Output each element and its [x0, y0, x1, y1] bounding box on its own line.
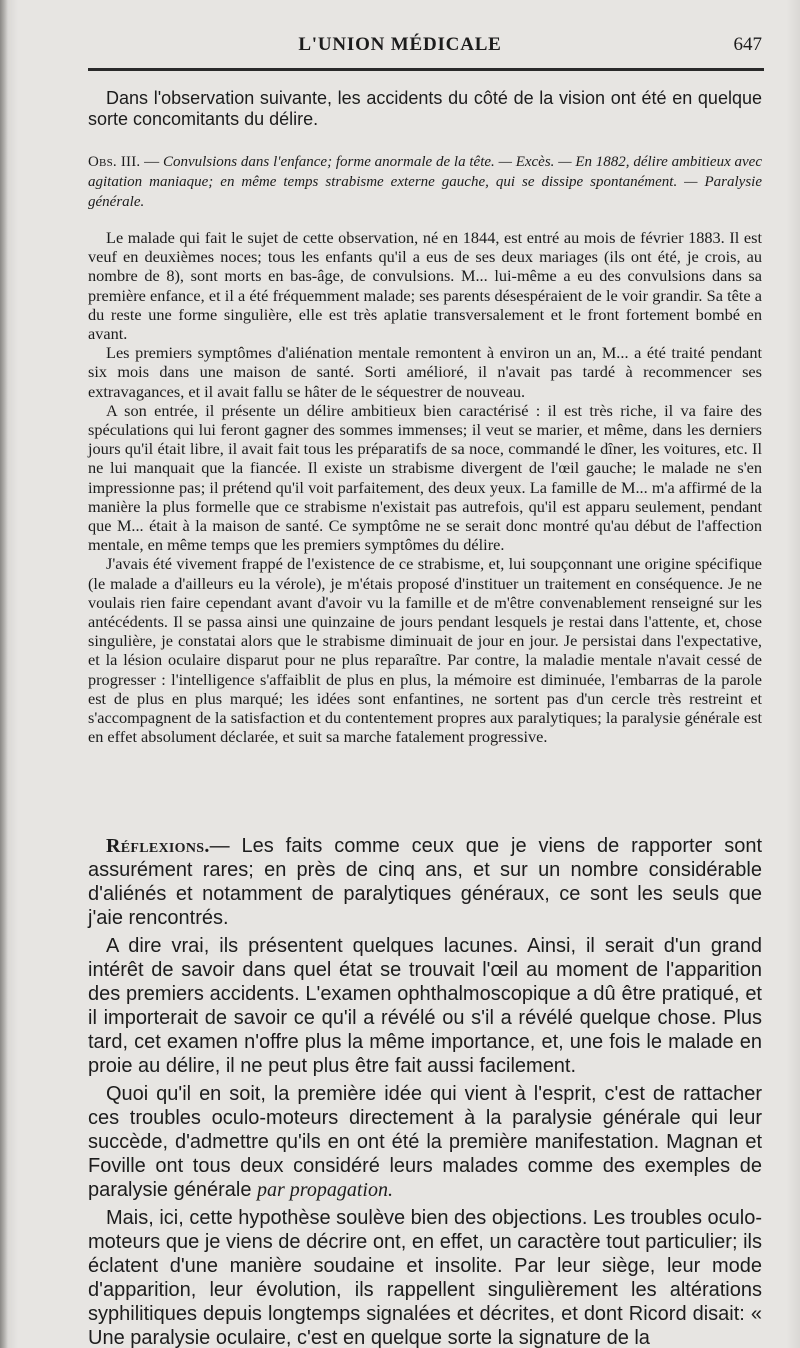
header-rule	[88, 68, 764, 71]
case-paragraph: Le malade qui fait le sujet de cette observation, né en 1844, est entré au mois de février 1883. Il est veuf en deuxièmes noces; tous les enfants qu'il a eus de ses deux mariages (ils ont été, je crois, au nombre de 8), sont morts en bas-âge, de convulsions. M... lui-même a eu des convulsions dans sa première enfance, et il a été fréquemment malade; ses parents désespéraient de le voir grandir. Sa tête a du reste une forme singulière, elle est très aplatie transversalement et le front fortement bombé en avant.	[88, 228, 762, 344]
page-number: 647	[733, 34, 762, 55]
observation-summary: Convulsions dans l'enfance; forme anormale de la tête. — Excès. — En 1882, délire ambitieux avec agitation maniaque; en même temps strabisme externe gauche, qui se dissipe spontanément. — Paralysie générale.	[88, 154, 762, 210]
observation-number: Obs. III.	[88, 154, 141, 170]
reflections-label: Réflexions.	[106, 835, 210, 857]
reflections-paragraph	[88, 834, 762, 930]
reflections-paragraph	[88, 1082, 762, 1202]
reflections-italic-phrase: par propagation.	[257, 1179, 393, 1201]
case-paragraph: Les premiers symptômes d'aliénation mentale remontent à environ un an, M... a été traité pendant six mois dans une maison de santé. Sorti amélioré, il n'avait pas tardé à recommencer ses extravagances, et il avait fallu se hâter de le séquestrer de nouveau.	[88, 343, 762, 401]
observation-heading	[88, 152, 762, 212]
case-report	[88, 228, 762, 746]
observation-dash: —	[144, 154, 160, 170]
reflections-dash: —	[209, 835, 230, 857]
intro-paragraph: Dans l'observation suivante, les accidents du côté de la vision ont été en quelque sorte concomitants du délire.	[88, 88, 762, 129]
binding-shadow	[0, 0, 8, 1348]
case-paragraph: J'avais été vivement frappé de l'existence de ce strabisme, et, lui soupçonnant une origine spécifique (le malade a d'ailleurs eu la vérole), je m'étais proposé d'instituer un traitement en conséquence. Je ne voulais rien faire cependant avant d'avoir vu la famille et de m'être convenablement renseigné sur les antécédents. Il se passa ainsi une quinzaine de jours pendant lesquels je restai dans l'attente, et, chose singulière, je constatai alors que le strabisme diminuait de jour en jour. Je persistai dans l'expectative, et la lésion oculaire disparut pour ne plus reparaître. Par contre, la maladie mentale n'avait cessé de progresser : l'intelligence s'affaiblit de plus en plus, la mémoire est diminuée, l'embarras de la parole est de plus en plus marqué; les idées sont enfantines, ne sortent pas d'un cercle très restreint et s'accompagnent de la satisfaction et du contentement propres aux paralytiques; la paralysie générale est en effet absolument déclarée, et suit sa marche fatalement progressive.	[88, 554, 762, 747]
reflections-text: Les faits comme ceux que je viens de rapporter sont assurément rares; en près de cinq ans, et sur un nombre considérable d'aliénés et notamment de paralytiques généraux, ce sont les seuls que j'aie rencontrés.	[88, 835, 763, 929]
case-paragraph: A son entrée, il présente un délire ambitieux bien caractérisé : il est très riche, il va faire des spéculations qui lui feront gagner des sommes immenses; il veut se marier, et même, dans les derniers jours qu'il était libre, il avait fait tous les préparatifs de sa noce, commandé le dîner, les voitures, etc. Il ne lui manquait que la fiancée. Il existe un strabisme divergent de l'œil gauche; le malade ne s'en impressionne pas; il prétend qu'il voit parfaitement, des deux yeux. La famille de M... m'a affirmé de la manière la plus formelle que ce strabisme n'existait pas autrefois, qu'il est apparu seulement, pendant que M... était à la maison de santé. Ce symptôme ne se serait donc montré qu'au début de l'affection mentale, en même temps que les premiers symptômes du délire.	[88, 400, 762, 555]
observation-label	[88, 154, 159, 170]
reflections-text: Quoi qu'il en soit, la première idée qui vient à l'esprit, c'est de rattacher ces troubles oculo-moteurs directement à la paralysie générale qui leur succède, d'admettre qu'ils en ont été la première manifestation. Magnan et Foville ont tous deux considéré leurs malades comme des exemples de paralysie générale	[88, 1083, 762, 1201]
reflections-paragraph: A dire vrai, ils présentent quelques lacunes. Ainsi, il serait d'un grand intérêt de savoir dans quel état se trouvait l'œil au moment de l'apparition des premiers accidents. L'examen ophthalmoscopique a dû être pratiqué, et il importerait de savoir ce qu'il a révélé ou s'il a révélé quelque chose. Plus tard, cet examen n'offre plus la même importance, et, une fois le malade en proie au délire, il ne peut plus être fait aussi facilement.	[88, 935, 762, 1077]
running-title: L'UNION MÉDICALE	[298, 34, 502, 55]
reflections-paragraph: Mais, ici, cette hypothèse soulève bien des objections. Les troubles oculo-moteurs que je viens de décrire ont, en effet, un caractère tout particulier; ils éclatent d'une manière soudaine et insolite. Par leur siège, leur mode d'apparition, leur évolution, ils rappellent singulièrement les altérations syphilitiques depuis longtemps signalées et décrites, et dont Ricord disait: « Une paralysie oculaire, c'est en quelque sorte la signature de la	[88, 1207, 762, 1348]
reflections-section	[88, 834, 762, 1348]
page-header	[0, 30, 800, 64]
